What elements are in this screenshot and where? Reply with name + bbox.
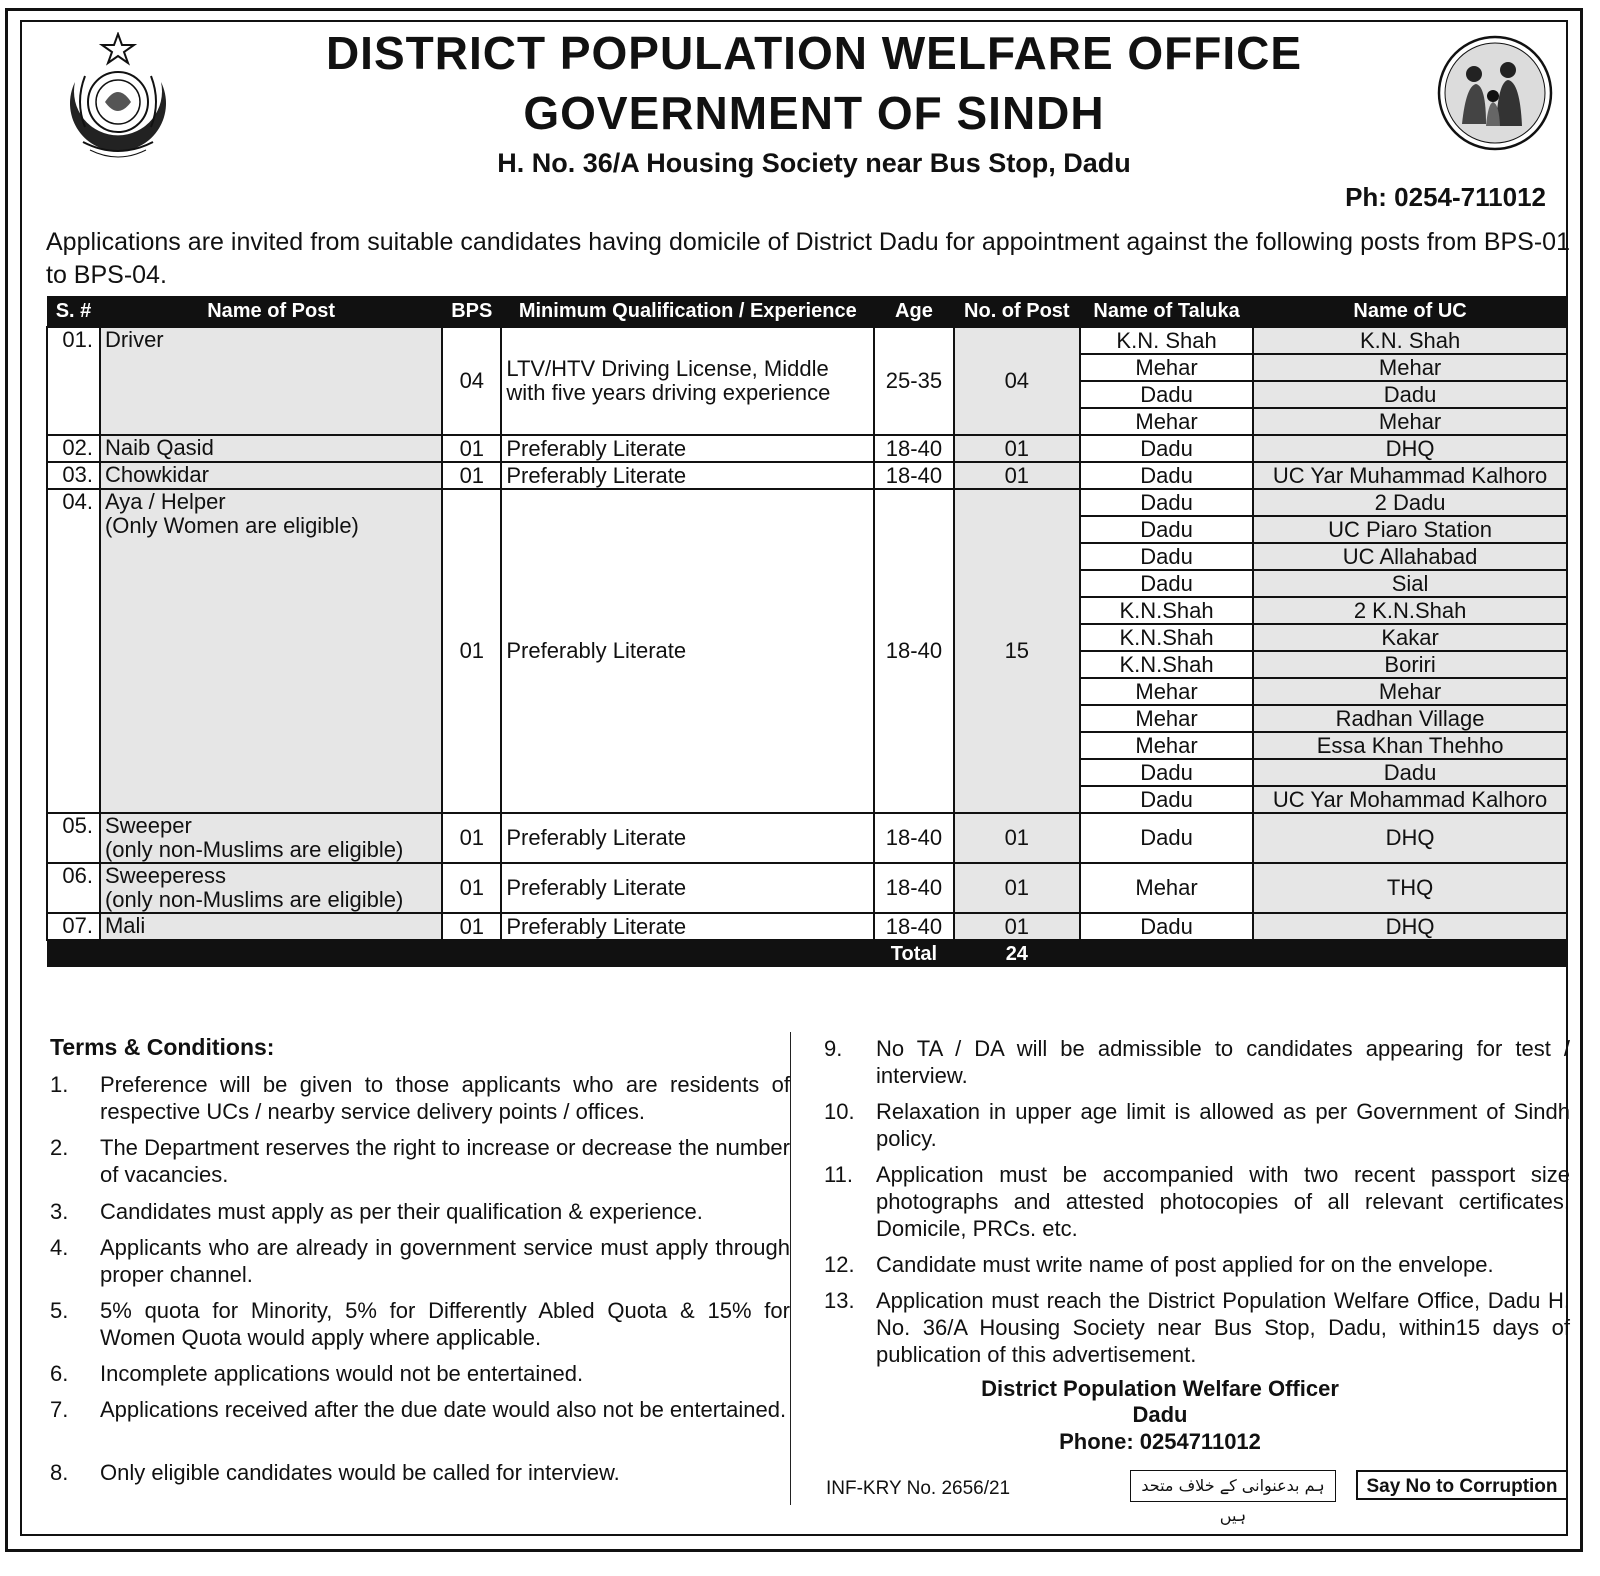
qualification-cell: Preferably Literate bbox=[501, 435, 874, 462]
serial-cell: 03. bbox=[47, 462, 100, 489]
taluka-cell: K.N.Shah bbox=[1080, 624, 1253, 651]
term-number: 4. bbox=[50, 1235, 69, 1260]
qualification-cell: Preferably Literate bbox=[501, 913, 874, 940]
post-eligibility-note: (only non-Muslims are eligible) bbox=[104, 837, 404, 862]
term-text: Relaxation in upper age limit is allowed as per Government of Sindh policy. bbox=[876, 1099, 1570, 1151]
terms-heading: Terms & Conditions: bbox=[50, 1034, 275, 1060]
term-text: Incomplete applications would not be entertained. bbox=[100, 1361, 584, 1386]
term-number: 8. bbox=[50, 1460, 69, 1485]
term-text: Candidate must write name of post applied for on the envelope. bbox=[876, 1252, 1494, 1277]
post-name: Naib Qasid bbox=[104, 435, 214, 460]
post-name: Sweeper bbox=[104, 813, 192, 838]
serial-cell: 05. bbox=[47, 813, 100, 863]
serial-cell: 06. bbox=[47, 863, 100, 913]
qualification-cell: Preferably Literate bbox=[501, 863, 874, 913]
age-cell: 18-40 bbox=[874, 462, 953, 489]
qualification-cell: Preferably Literate bbox=[501, 489, 874, 813]
table-row bbox=[47, 327, 1567, 354]
anti-corruption-badge: Say No to Corruption bbox=[1356, 1470, 1568, 1500]
term-number: 7. bbox=[50, 1397, 69, 1422]
terms-divider bbox=[790, 1032, 791, 1505]
age-cell: 18-40 bbox=[874, 813, 953, 863]
taluka-cell: Dadu bbox=[1080, 516, 1253, 543]
age-cell: 18-40 bbox=[874, 489, 953, 813]
age-cell: 18-40 bbox=[874, 863, 953, 913]
header-age: Age bbox=[874, 296, 953, 327]
uc-cell: K.N. Shah bbox=[1253, 327, 1567, 354]
signature-phone: Phone: 0254711012 bbox=[1059, 1429, 1261, 1454]
total-label: Total bbox=[874, 940, 953, 967]
term-number: 2. bbox=[50, 1135, 69, 1160]
age-cell: 18-40 bbox=[874, 913, 953, 940]
taluka-cell: Mehar bbox=[1080, 732, 1253, 759]
post-name: Sweeperess bbox=[104, 863, 227, 888]
table-row bbox=[47, 435, 1567, 462]
term-text: Applicants who are already in government service must apply through proper channel. bbox=[100, 1235, 790, 1287]
taluka-cell: Mehar bbox=[1080, 705, 1253, 732]
post-name: Mali bbox=[104, 913, 146, 938]
signature-title: District Population Welfare Officer bbox=[981, 1376, 1339, 1401]
header-taluka: Name of Taluka bbox=[1080, 296, 1253, 327]
post-name-cell bbox=[100, 462, 442, 489]
term-number: 6. bbox=[50, 1361, 69, 1386]
taluka-cell: Dadu bbox=[1080, 759, 1253, 786]
table-row bbox=[47, 863, 1567, 913]
serial-cell: 02. bbox=[47, 435, 100, 462]
post-count-cell: 01 bbox=[954, 913, 1080, 940]
term-text: Preference will be given to those applicants who are residents of respective UCs / nearby service delivery points / offices. bbox=[100, 1072, 790, 1124]
header-uc: Name of UC bbox=[1253, 296, 1567, 327]
post-name-cell bbox=[100, 327, 442, 435]
term-text: Only eligible candidates would be called for interview. bbox=[100, 1460, 620, 1485]
vacancy-table bbox=[46, 296, 1568, 967]
uc-cell: UC Yar Mohammad Kalhoro bbox=[1253, 786, 1567, 813]
term-text: Application must reach the District Population Welfare Office, Dadu H. No. 36/A Housing Society near Bus Stop, Dadu, within15 days of publication of this advertisement. bbox=[876, 1288, 1570, 1367]
post-name-cell bbox=[100, 863, 442, 913]
term-number: 3. bbox=[50, 1199, 69, 1224]
post-count-cell: 15 bbox=[954, 489, 1080, 813]
government-title: GOVERNMENT OF SINDH bbox=[523, 87, 1105, 139]
bps-cell: 04 bbox=[442, 327, 501, 435]
post-name-cell bbox=[100, 913, 442, 940]
uc-cell: Mehar bbox=[1253, 408, 1567, 435]
table-row bbox=[47, 489, 1567, 516]
uc-cell: UC Allahabad bbox=[1253, 543, 1567, 570]
table-row bbox=[47, 462, 1567, 489]
taluka-cell: Dadu bbox=[1080, 813, 1253, 863]
bps-cell: 01 bbox=[442, 462, 501, 489]
uc-cell: DHQ bbox=[1253, 435, 1567, 462]
taluka-cell: Mehar bbox=[1080, 408, 1253, 435]
post-eligibility-note: (only non-Muslims are eligible) bbox=[104, 887, 404, 912]
term-text: No TA / DA will be admissible to candidates appearing for test / interview. bbox=[876, 1036, 1570, 1088]
header-bps: BPS bbox=[442, 296, 501, 327]
post-name-cell bbox=[100, 435, 442, 462]
bps-cell: 01 bbox=[442, 813, 501, 863]
total-row bbox=[47, 940, 1567, 967]
urdu-slogan-box: ہم بدعنوانی کے خلاف متحد ہیں bbox=[1130, 1470, 1336, 1502]
taluka-cell: K.N. Shah bbox=[1080, 327, 1253, 354]
post-name-cell bbox=[100, 489, 442, 813]
term-text: Application must be accompanied with two recent passport size photographs and attested photocopies of all relevant certificates, Domicile, PRCs. etc. bbox=[876, 1162, 1570, 1241]
term-number: 11. bbox=[824, 1162, 853, 1187]
table-row bbox=[47, 813, 1567, 863]
bps-cell: 01 bbox=[442, 435, 501, 462]
taluka-cell: K.N.Shah bbox=[1080, 651, 1253, 678]
qualification-cell: Preferably Literate bbox=[501, 813, 874, 863]
intro-paragraph: Applications are invited from suitable candidates having domicile of District Dadu for appointment against the following posts from BPS-01 to BPS-04. bbox=[46, 228, 1570, 289]
term-number: 12. bbox=[824, 1252, 855, 1277]
taluka-cell: Dadu bbox=[1080, 913, 1253, 940]
term-number: 10. bbox=[824, 1099, 855, 1124]
term-text: 5% quota for Minority, 5% for Differently Abled Quota & 15% for Women Quota would apply where applicable. bbox=[100, 1298, 790, 1350]
taluka-cell: Mehar bbox=[1080, 678, 1253, 705]
signature-location: Dadu bbox=[1132, 1402, 1188, 1427]
taluka-cell: Dadu bbox=[1080, 435, 1253, 462]
bps-cell: 01 bbox=[442, 489, 501, 813]
uc-cell: Boriri bbox=[1253, 651, 1567, 678]
total-value: 24 bbox=[954, 940, 1080, 967]
term-number: 13. bbox=[824, 1288, 855, 1313]
post-name: Aya / Helper bbox=[104, 489, 226, 514]
term-text: The Department reserves the right to increase or decrease the number of vacancies. bbox=[100, 1135, 790, 1187]
serial-cell: 01. bbox=[47, 327, 100, 435]
office-address: H. No. 36/A Housing Society near Bus Stop, Dadu bbox=[497, 148, 1131, 178]
taluka-cell: Dadu bbox=[1080, 786, 1253, 813]
header-post-count: No. of Post bbox=[954, 296, 1080, 327]
uc-cell: 2 K.N.Shah bbox=[1253, 597, 1567, 624]
post-count-cell: 01 bbox=[954, 813, 1080, 863]
office-title: DISTRICT POPULATION WELFARE OFFICE bbox=[325, 27, 1303, 79]
post-count-cell: 01 bbox=[954, 462, 1080, 489]
term-text: Candidates must apply as per their qualification & experience. bbox=[100, 1199, 703, 1224]
uc-cell: Dadu bbox=[1253, 759, 1567, 786]
taluka-cell: Mehar bbox=[1080, 863, 1253, 913]
uc-cell: Radhan Village bbox=[1253, 705, 1567, 732]
post-name: Driver bbox=[104, 327, 164, 352]
uc-cell: DHQ bbox=[1253, 913, 1567, 940]
table-body bbox=[47, 327, 1567, 940]
bps-cell: 01 bbox=[442, 913, 501, 940]
uc-cell: 2 Dadu bbox=[1253, 489, 1567, 516]
total-spacer-right bbox=[1080, 940, 1567, 967]
uc-cell: Dadu bbox=[1253, 381, 1567, 408]
table-row bbox=[47, 913, 1567, 940]
term-number: 1. bbox=[50, 1072, 69, 1097]
uc-cell: DHQ bbox=[1253, 813, 1567, 863]
header-qualification: Minimum Qualification / Experience bbox=[501, 296, 874, 327]
uc-cell: UC Piaro Station bbox=[1253, 516, 1567, 543]
inf-number: INF-KRY No. 2656/21 bbox=[826, 1478, 1011, 1499]
uc-cell: THQ bbox=[1253, 863, 1567, 913]
taluka-cell: Dadu bbox=[1080, 489, 1253, 516]
post-name-cell bbox=[100, 813, 442, 863]
uc-cell: UC Yar Muhammad Kalhoro bbox=[1253, 462, 1567, 489]
term-text: Applications received after the due date would also not be entertained. bbox=[100, 1397, 787, 1422]
post-count-cell: 01 bbox=[954, 435, 1080, 462]
taluka-cell: K.N.Shah bbox=[1080, 597, 1253, 624]
post-eligibility-note: (Only Women are eligible) bbox=[104, 513, 359, 538]
taluka-cell: Dadu bbox=[1080, 462, 1253, 489]
uc-cell: Essa Khan Thehho bbox=[1253, 732, 1567, 759]
serial-cell: 07. bbox=[47, 913, 100, 940]
taluka-cell: Dadu bbox=[1080, 543, 1253, 570]
uc-cell: Mehar bbox=[1253, 354, 1567, 381]
term-number: 5. bbox=[50, 1298, 69, 1323]
age-cell: 18-40 bbox=[874, 435, 953, 462]
uc-cell: Mehar bbox=[1253, 678, 1567, 705]
uc-cell: Sial bbox=[1253, 570, 1567, 597]
post-name: Chowkidar bbox=[104, 462, 209, 487]
qualification-cell: LTV/HTV Driving License, Middle with five years driving experience bbox=[501, 327, 874, 435]
total-spacer bbox=[47, 940, 874, 967]
qualification-cell: Preferably Literate bbox=[501, 462, 874, 489]
table-header-row bbox=[47, 296, 1567, 327]
term-number: 9. bbox=[824, 1036, 843, 1061]
uc-cell: Kakar bbox=[1253, 624, 1567, 651]
header-serial: S. # bbox=[47, 296, 100, 327]
taluka-cell: Dadu bbox=[1080, 381, 1253, 408]
header-post-name: Name of Post bbox=[100, 296, 442, 327]
post-count-cell: 01 bbox=[954, 863, 1080, 913]
serial-cell: 04. bbox=[47, 489, 100, 813]
bps-cell: 01 bbox=[442, 863, 501, 913]
taluka-cell: Dadu bbox=[1080, 570, 1253, 597]
office-phone: Ph: 0254-711012 bbox=[1345, 182, 1546, 212]
age-cell: 25-35 bbox=[874, 327, 953, 435]
post-count-cell: 04 bbox=[954, 327, 1080, 435]
taluka-cell: Mehar bbox=[1080, 354, 1253, 381]
